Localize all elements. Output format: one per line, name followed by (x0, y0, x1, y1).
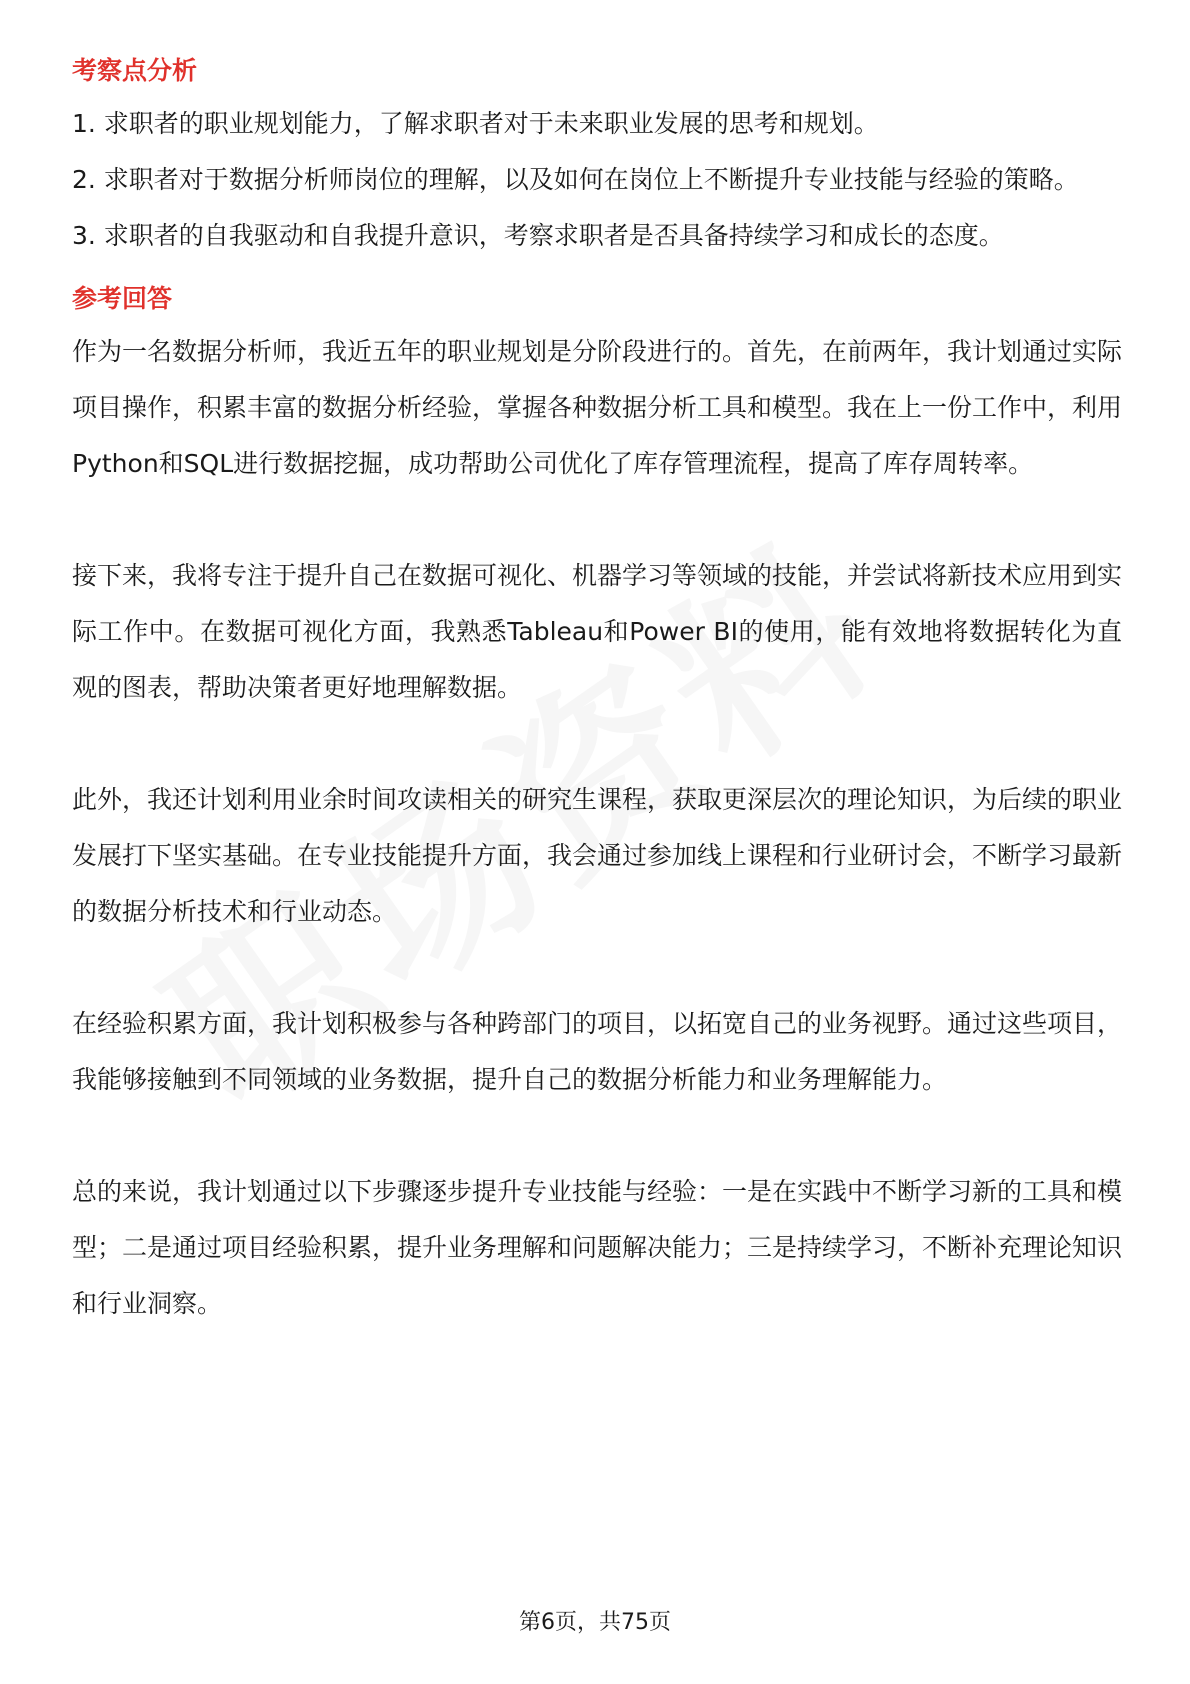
answer-paragraph-1: 作为一名数据分析师，我近五年的职业规划是分阶段进行的。首先，在前两年，我计划通过实际项目操作，积累丰富的数据分析经验，掌握各种数据分析工具和模型。我在上一份工作中，利用Python和SQL进行数据挖掘，成功帮助公司优化了库存管理流程，提高了库存周转率。 (72, 337, 1123, 478)
answer-paragraph-5: 总的来说，我计划通过以下步骤逐步提升专业技能与经验：一是在实践中不断学习新的工具和模型；二是通过项目经验积累，提升业务理解和问题解决能力；三是持续学习，不断补充理论知识和行业洞察。 (72, 1177, 1123, 1318)
page-content (72, 50, 1122, 1332)
analysis-item-1: 1. 求职者的职业规划能力，了解求职者对于未来职业发展的思考和规划。 (72, 109, 879, 138)
section-title-answer: 参考回答 (72, 284, 173, 313)
answer-paragraph-4: 在经验积累方面，我计划积极参与各种跨部门的项目，以拓宽自己的业务视野。通过这些项目，我能够接触到不同领域的业务数据，提升自己的数据分析能力和业务理解能力。 (72, 1009, 1123, 1094)
analysis-item-2: 2. 求职者对于数据分析师岗位的理解，以及如何在岗位上不断提升专业技能与经验的策略。 (72, 165, 1079, 194)
analysis-item-3: 3. 求职者的自我驱动和自我提升意识，考察求职者是否具备持续学习和成长的态度。 (72, 221, 1004, 250)
answer-paragraph-2: 接下来，我将专注于提升自己在数据可视化、机器学习等领域的技能，并尝试将新技术应用到实际工作中。在数据可视化方面，我熟悉Tableau和Power BI的使用，能有效地将数据转化为直观的图表，帮助决策者更好地理解数据。 (72, 561, 1123, 702)
answer-paragraph-3: 此外，我还计划利用业余时间攻读相关的研究生课程，获取更深层次的理论知识，为后续的职业发展打下坚实基础。在专业技能提升方面，我会通过参加线上课程和行业研讨会，不断学习最新的数据分析技术和行业动态。 (72, 785, 1123, 926)
page-number: 第6页，共75页 (519, 1610, 671, 1635)
section-title-analysis: 考察点分析 (72, 56, 198, 85)
